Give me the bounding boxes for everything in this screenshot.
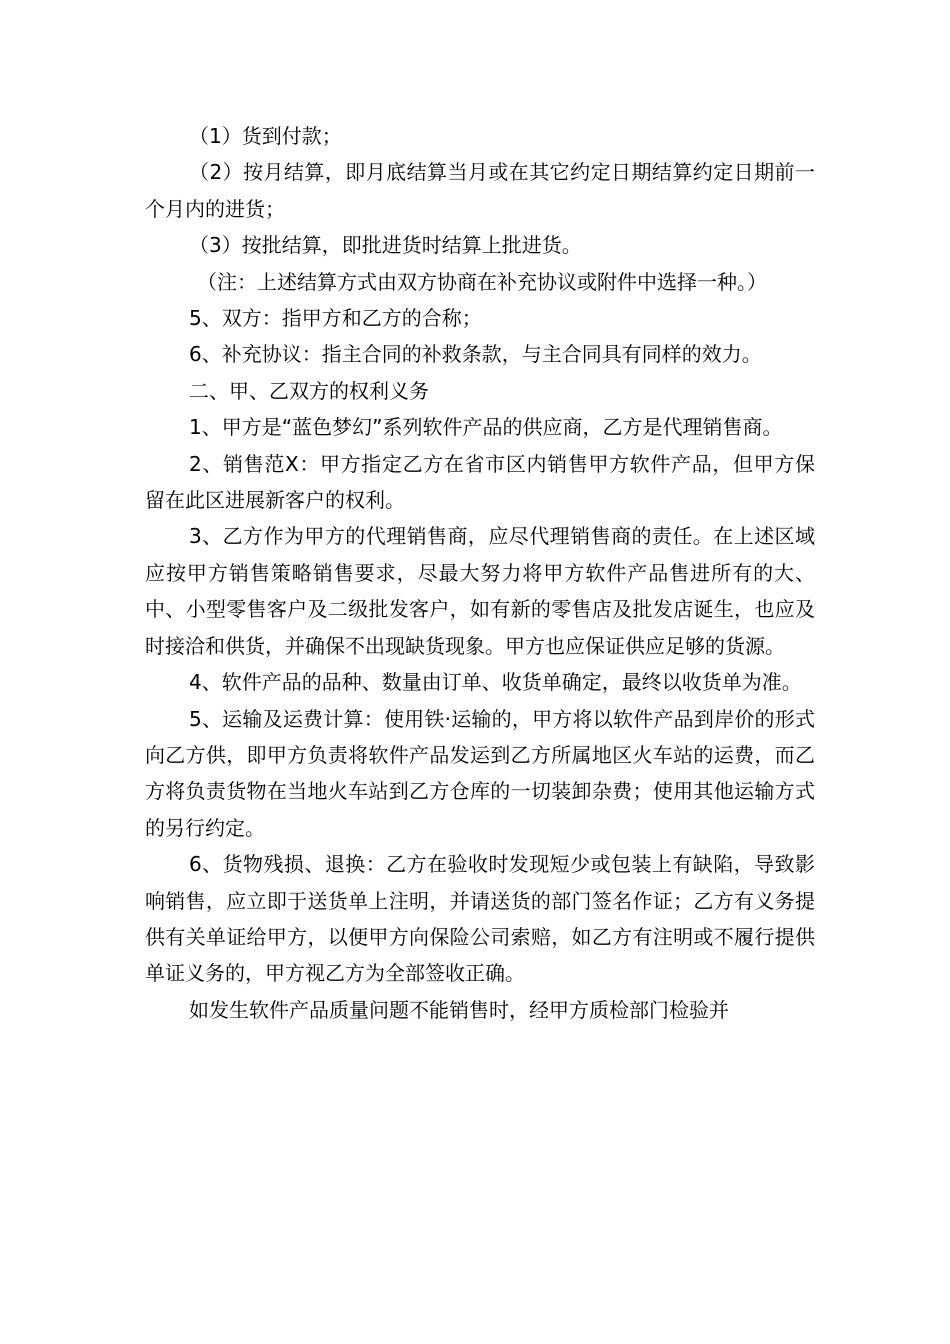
document-page [145, 118, 815, 1028]
paragraph: 4、软件产品的品种、数量由订单、收货单确定，最终以收货单为准。 [189, 670, 802, 695]
paragraph: （2）按月结算，即月底结算当月或在其它约定日期结算约定日期前一个月内的进货； [145, 160, 815, 221]
paragraph: 5、运输及运费计算：使用铁·运输的，甲方将以软件产品到岸价的形式向乙方供，即甲方负责将软件产品发运到乙方所属地区火车站的运费，而乙方将负责货物在当地火车站到乙方仓库的一切装卸杂费；使用其他运输方式的另行约定。 [145, 706, 815, 840]
paragraph: 1、甲方是“蓝色梦幻”系列软件产品的供应商，乙方是代理销售商。 [189, 415, 783, 440]
paragraph-note: （注：上述结算方式由双方协商在补充协议或附件中选择一种。） [197, 269, 767, 294]
paragraph: 2、销售范X：甲方指定乙方在省市区内销售甲方软件产品，但甲方保留在此区进展新客户的权利。 [145, 451, 815, 513]
paragraph: 5、双方：指甲方和乙方的合称； [189, 306, 482, 331]
paragraph: 6、补充协议：指主合同的补救条款，与主合同具有同样的效力。 [189, 342, 762, 367]
section-heading: 二、甲、乙双方的权利义务 [189, 378, 429, 403]
paragraph: 6、货物残损、退换：乙方在验收时发现短少或包装上有缺陷，导致影响销售，应立即于送货单上注明，并请送货的部门签名作证；乙方有义务提供有关单证给甲方，以便甲方向保险公司索赔，如乙方有注明或不履行提供单证义务的，甲方视乙方为全部签收正确。 [145, 852, 815, 986]
paragraph: 3、乙方作为甲方的代理销售商，应尽代理销售商的责任。在上述区域应按甲方销售策略销售要求，尽最大努力将甲方软件产品售进所有的大、中、小型零售客户及二级批发客户，如有新的零售店及批发店诞生，也应及时接洽和供货，并确保不出现缺货现象。甲方也应保证供应足够的货源。 [145, 524, 815, 658]
paragraph: 如发生软件产品质量问题不能销售时，经甲方质检部门检验并 [189, 997, 729, 1022]
paragraph: （1）货到付款； [189, 124, 342, 148]
paragraph: （3）按批结算，即批进货时结算上批进货。 [189, 233, 582, 258]
